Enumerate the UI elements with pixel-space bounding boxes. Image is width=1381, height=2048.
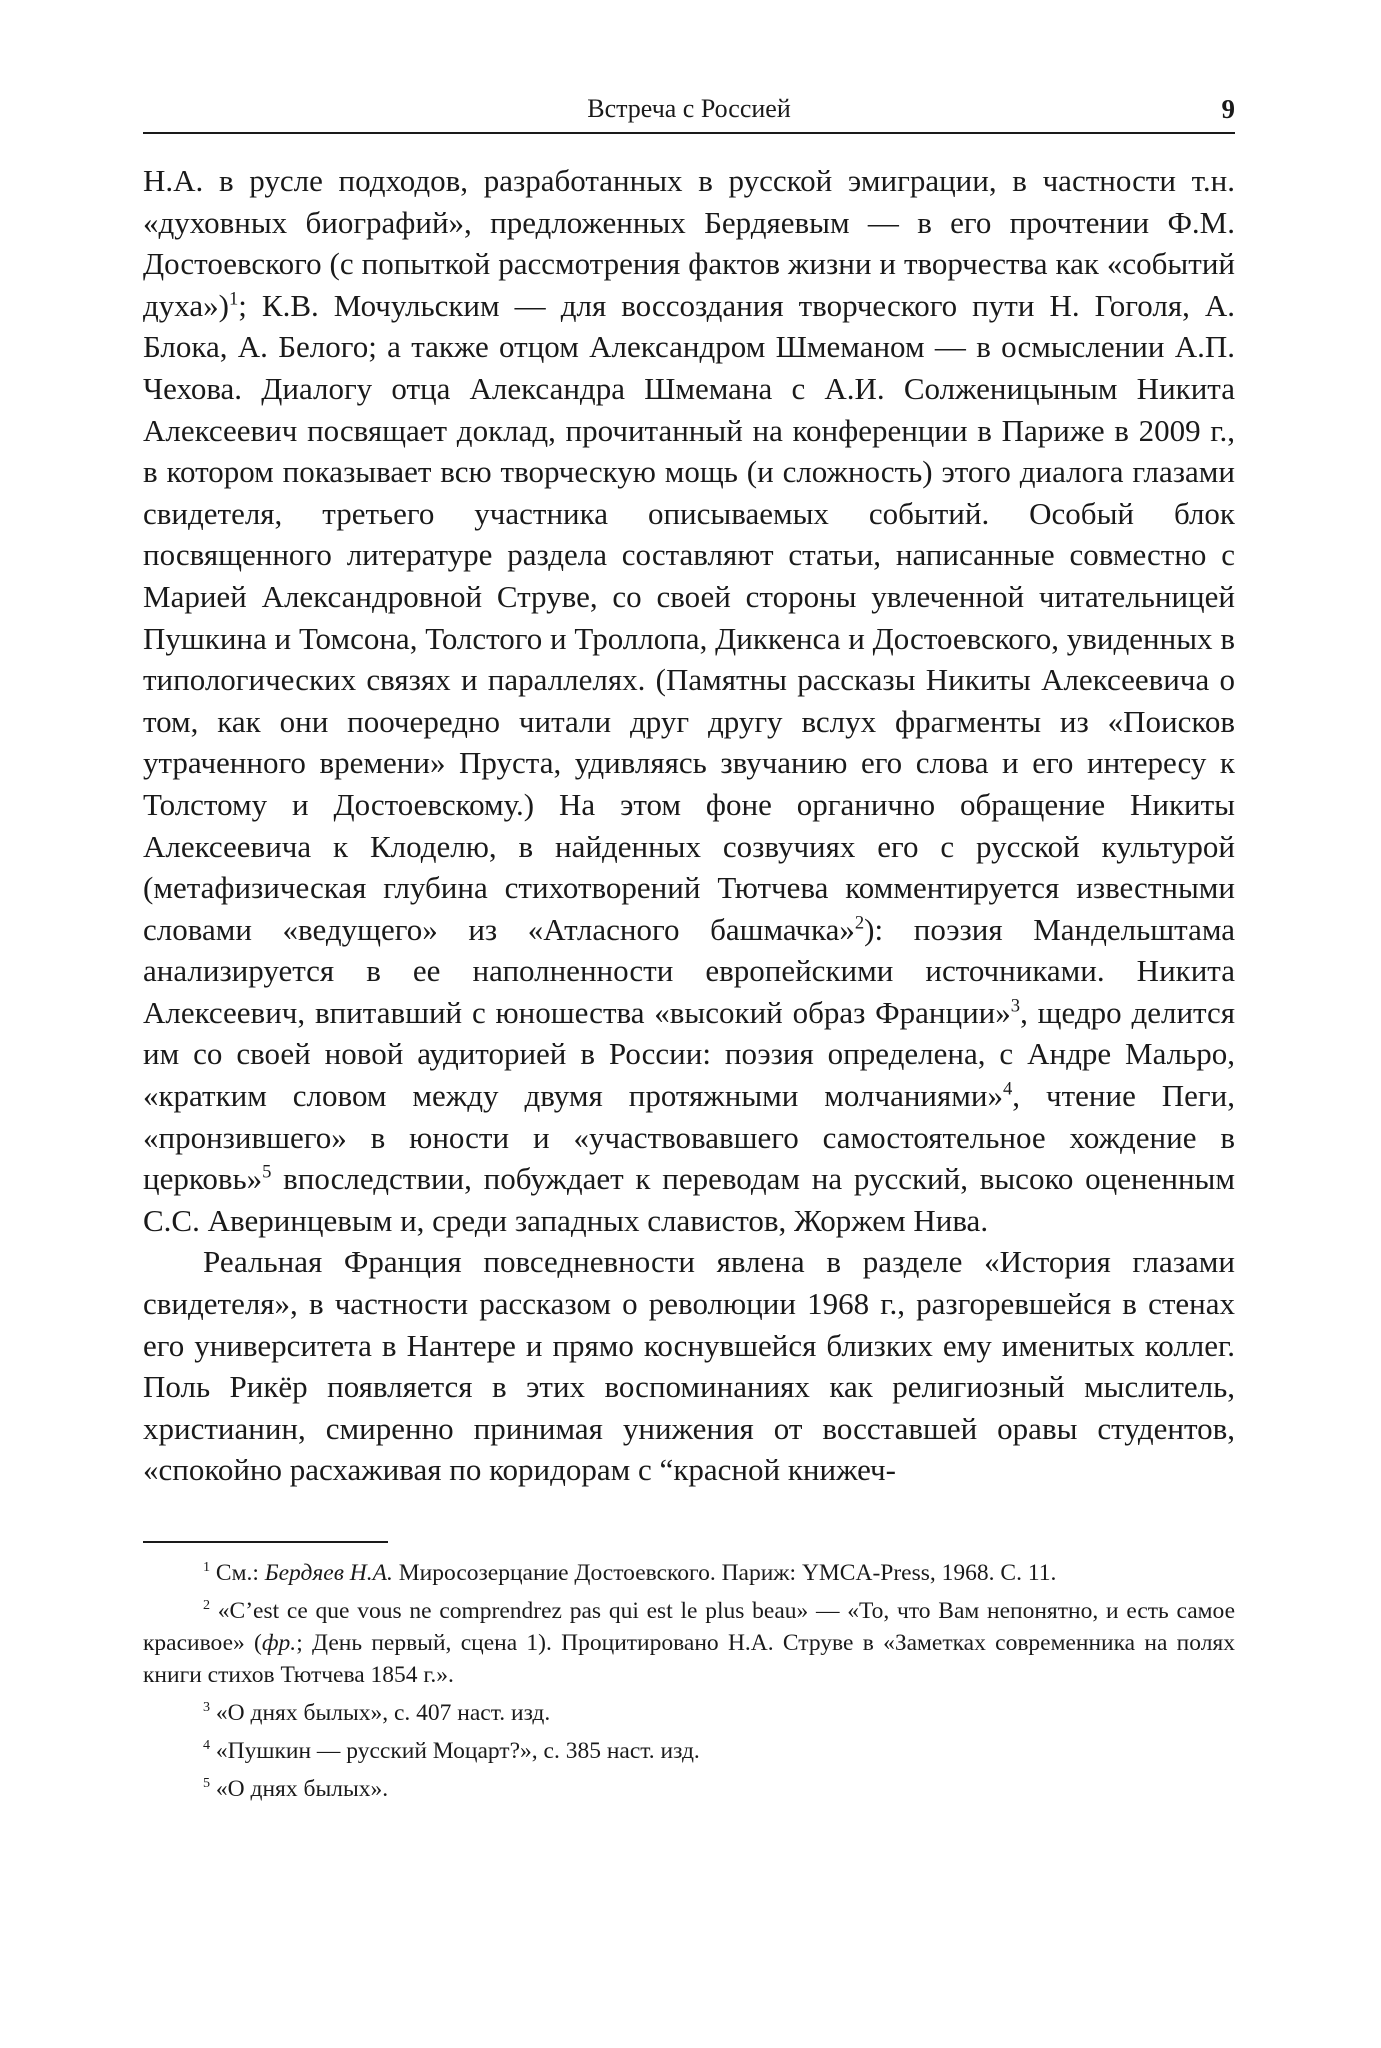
text-run: , чтение Пеги, «пронзившего» в юности и «участвовавшего самостоятельное хождение в церковь»: [143, 1078, 1235, 1197]
footnote-number: 1: [203, 1559, 211, 1576]
running-head: [143, 92, 1235, 134]
footnote-text: «О днях былых».: [210, 1776, 389, 1802]
footnote-number: 3: [203, 1699, 211, 1716]
footnote-number: 5: [203, 1775, 211, 1792]
footnote-marker[interactable]: 3: [1010, 995, 1021, 1017]
book-page: [143, 92, 1235, 1811]
footnote-marker[interactable]: 2: [854, 912, 865, 934]
footnote-number: 4: [203, 1737, 211, 1754]
footnote-marker[interactable]: 5: [262, 1161, 272, 1183]
footnote-separator: [143, 1541, 388, 1543]
footnotes: [143, 1557, 1235, 1805]
footnote-marker[interactable]: 4: [1002, 1078, 1013, 1100]
footnote-marker[interactable]: 1: [228, 288, 239, 310]
footnote-5: [143, 1773, 1235, 1805]
footnote-number: 2: [203, 1597, 211, 1614]
footnote-text: ; День первый, сцена 1). Процитировано Н.А. Струве в «Заметках современника на полях книги стихов Тютчева 1854 г.».: [143, 1630, 1235, 1688]
page-number: 9: [1221, 94, 1235, 124]
text-run: впоследствии, побуждает к переводам на русский, высоко оцененным С.С. Аверинцевым и, среди западных славистов, Жоржем Нива.: [143, 1161, 1235, 1238]
footnote-4: [143, 1735, 1235, 1767]
footnote-text: См.:: [210, 1560, 265, 1586]
paragraph-1: [143, 160, 1235, 1241]
footnote-text: Миросозерцание Достоевского. Париж: YMCA-Press, 1968. С. 11.: [392, 1560, 1057, 1586]
text-run: , щедро делится им со своей новой аудиторией в России: поэзия определена, с Андре Мальро, «кратким словом между двумя протяжными молчаниями»: [143, 994, 1235, 1114]
footnote-3: [143, 1697, 1235, 1729]
running-title: Встреча с Россией: [587, 94, 791, 123]
paragraph-2: Реальная Франция повседневности явлена в разделе «История глазами свидетеля», в частности рассказом о революции 1968 г., разгоревшейся в стенах его университета в Нантере и прямо коснувшейся близких ему именитых коллег. Поль Рикёр появляется в этих воспоминаниях как религиозный мыслитель, христианин, смиренно принимая унижения от восставшей оравы студентов, «спокойно расхаживая по коридорам с “красной книжеч-: [143, 1244, 1235, 1488]
footnote-1: [143, 1557, 1235, 1589]
footnote-text: «Пушкин — русский Моцарт?», с. 385 наст. изд.: [210, 1738, 700, 1764]
footnote-text: «О днях былых», с. 407 наст. изд.: [210, 1700, 551, 1726]
text-run: ): поэзия Мандельштама анализируется в ее наполненности европейскими источниками. Никита Алексеевич, впитавший с юношества «высокий образ Франции»: [143, 911, 1235, 1030]
footnote-text: «C’est ce que vous ne comprendrez pas qui est le plus beau» — «То, что Вам непонятно, и есть самое красивое» (: [143, 1598, 1235, 1656]
text-run: ; К.В. Мочульским — для воссоздания творческого пути Н. Гоголя, А. Блока, А. Белого; а также отцом Александром Шмеманом — в осмыслении А.П. Чехова. Диалогу отца Александра Шмемана с А.И. Солженицыным Никита Алексеевич посвящает доклад, прочитанный на конференции в Париже в 2009 г., в котором показывает всю творческую мощь (и сложность) этого диалога глазами свидетеля, третьего участника описываемых событий. Особый блок посвященного литературе раздела составляют статьи, написанные совместно с Марией Александровной Струве, со своей стороны увлеченной читательницей Пушкина и Томсона, Толстого и Троллопа, Диккенса и Достоевского, увиденных в типологических связях и параллелях. (Памятны рассказы Никиты Алексеевича о том, как они поочередно читали друг другу вслух фрагменты из «Поисков утраченного времени» Пруста, удивляясь звучанию его слова и его интересу к Толстому и Достоевскому.) На этом фоне органично обращение Никиты Алексеевича к Клоделю, в найденных созвучиях его с русской культурой (метафизическая глубина стихотворений Тютчева комментируется известными словами «ведущего» из «Атласного башмачка»: [143, 287, 1235, 947]
text-run: Н.А. в русле подходов, разработанных в русской эмиграции, в частности т.н. «духовных биографий», предложенных Бердяевым — в его прочтении Ф.М. Достоевского (с попыткой рассмотрения фактов жизни и творчества как «событий духа»): [143, 163, 1235, 323]
main-text: [143, 160, 1235, 1491]
footnote-text: Бердяев Н.А.: [264, 1560, 393, 1586]
footnote-2: [143, 1595, 1235, 1691]
footnote-text: фр.: [261, 1630, 297, 1656]
